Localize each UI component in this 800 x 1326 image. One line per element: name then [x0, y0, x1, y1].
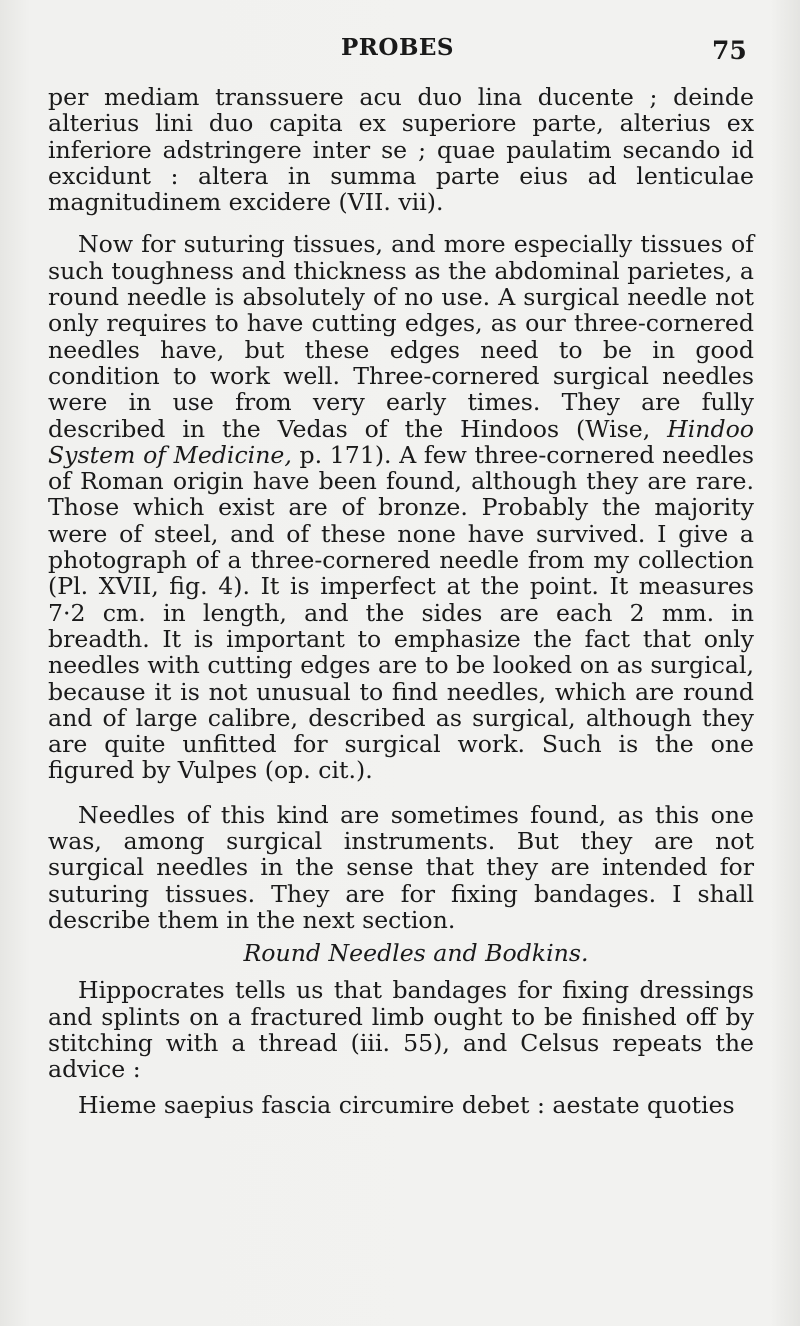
running-head: PROBES — [341, 34, 455, 61]
page-number: 75 — [712, 36, 747, 65]
paragraph-bandages: Needles of this kind are sometimes found, as this one was, among surgical instruments. But they are not surgical needles in the sense that they are intended for suturing tissues. They are for fixing bandages. I shall describe them in the next section. — [48, 800, 754, 934]
paragraph-suturing-text-b: p. 171). A few three-cornered needles of Roman origin have been found, although they are rare. Those which exist are of bronze. Probably the majority were of steel, and of these none have survived. I give a photograph of a three-cornered needle from my collection (Pl. XVII, fig. 4). It is imperfect at the point. It measures 7·2 cm. in length, and the sides are each 2 mm. in breadth. It is important to emphasize the fact that only needles with cutting edges are to be looked on as surgical, because it is not unusual to find needles, which are round and of large calibre, described as surgical, although they are quite unfitted for surgical work. Such is the one figured by Vulpes (op. cit.). — [48, 440, 754, 785]
latin-quotation: per mediam transsuere acu duo lina ducente ; deinde alterius lini duo capita ex superiore parte, alterius ex inferiore adstringere inter se ; quae paulatim secando id excidunt : altera in summa parte eius ad lenticulae magnitudinem excidere (VII. vii). — [48, 83, 754, 217]
paragraph-suturing-text-a: Now for suturing tissues, and more especially tissues of such toughness and thickness as the abdominal parietes, a round needle is absolutely of no use. A surgical needle not only requires to have cutting edges, as our three-cornered needles have, but these edges need to be in good condition to work well. Three-cornered surgical needles were in use from very early times. They are fully described in the Vedas of the Hindoos (Wise, — [48, 230, 754, 443]
section-heading: Round Needles and Bodkins. — [243, 939, 589, 968]
latin-quotation-2: Hieme saepius fascia circumire debet : aestate quoties — [78, 1091, 735, 1120]
paragraph-suturing — [48, 231, 754, 783]
reference-title: Hindoo System of Medicine, — [48, 414, 754, 469]
page-header — [0, 32, 800, 72]
paragraph-hippocrates: Hippocrates tells us that bandages for fixing dressings and splints on a fractured limb ought to be finished off by stitching with a thread (iii. 55), and Celsus repeats the advice : — [48, 976, 754, 1084]
body-text — [48, 84, 754, 1119]
